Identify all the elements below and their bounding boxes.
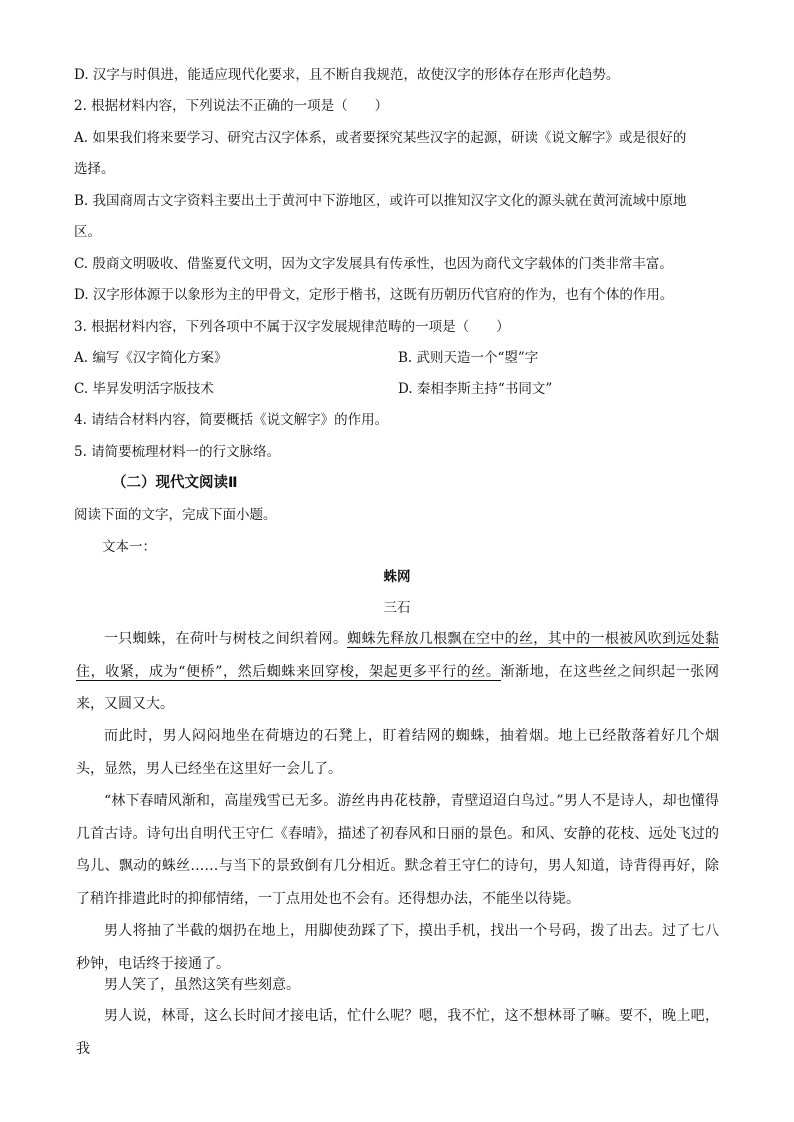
story-paragraph-4: 男人将抽了半截的烟扔在地上，用脚使劲踩了下，摸出手机，找出一个号码，拨了出去。过了七八秒钟，电话终于接通了。 bbox=[76, 923, 719, 972]
section-title: （二）现代文阅读Ⅱ bbox=[112, 475, 238, 491]
q1-option-d: D. 汉字与时俱进，能适应现代化要求，且不断自我规范，故使汉字的形体存在形声化趋势。 bbox=[74, 67, 620, 83]
q2-option-a-line2: 选择。 bbox=[74, 161, 115, 177]
q3-option-a: A. 编写《汉字简化方案》 bbox=[74, 350, 228, 366]
p1-underlined-sentence: 蜘蛛先释放几根飘在空中的丝，其中的一根被风吹到远处黏住，收紧，成为“便桥”，然后蜘蛛来回穿梭，架起更多平行的丝。 bbox=[76, 631, 720, 680]
story-paragraph-5: 男人笑了，虽然这笑有些刻意。 bbox=[104, 977, 300, 993]
q2-option-c: C. 殷商文明吸收、借鉴夏代文明，因为文字发展具有传承性，也因为商代文字载体的门类非常丰富。 bbox=[74, 256, 673, 272]
q3-option-d: D. 秦相李斯主持“书同文” bbox=[398, 381, 553, 397]
q3-options-row-2 bbox=[74, 374, 724, 404]
q5: 5. 请简要梳理材料一的行文脉络。 bbox=[74, 444, 281, 460]
q3-options-row-1 bbox=[74, 343, 724, 373]
q2-option-d: D. 汉字形体源于以象形为主的甲骨文，定形于楷书，这既有历朝历代官府的作为，也有个体的作用。 bbox=[74, 287, 674, 303]
story-title: 蛛网 bbox=[383, 569, 411, 585]
q3-option-c: C. 毕昇发明活字版技术 bbox=[74, 381, 214, 397]
text-label: 文本一： bbox=[102, 539, 156, 555]
story-paragraph-1 bbox=[76, 623, 719, 721]
q2-option-a-line1: A. 如果我们将来要学习、研究古汉字体系，或者要探究某些汉字的起源，研读《说文解字》或是很好的 bbox=[74, 130, 687, 146]
q3-stem: 3. 根据材料内容，下列各项中不属于汉字发展规律范畴的一项是（ ） bbox=[74, 319, 510, 335]
section-instruction: 阅读下面的文字，完成下面小题。 bbox=[74, 507, 277, 523]
p1-tail: 渐渐地，在这些丝之间织起一张网来，又圆又大。 bbox=[76, 663, 719, 712]
q2-option-b-line2: 区。 bbox=[74, 224, 101, 240]
p1-lead: 一只蜘蛛，在荷叶与树枝之间织着网。 bbox=[104, 631, 348, 647]
q2-option-b-line1: B. 我国商周古文字资料主要出土于黄河中下游地区，或许可以推知汉字文化的源头就在黄河流域中原地 bbox=[74, 193, 687, 209]
story-paragraph-6: 男人说，林哥，这么长时间才接电话，忙什么呢？嗯，我不忙，这不想林哥了嘛。要不，晚上吧，我 bbox=[76, 1008, 719, 1057]
q3-option-b: B. 武则天造一个“曌”字 bbox=[398, 350, 539, 366]
story-author: 三石 bbox=[383, 600, 411, 616]
q4: 4. 请结合材料内容，简要概括《说文解字》的作用。 bbox=[74, 412, 389, 428]
q2-stem: 2. 根据材料内容，下列说法不正确的一项是（ ） bbox=[74, 98, 389, 114]
story-paragraph-3: “林下春晴风渐和，高崖残雪已无多。游丝冉冉花枝静，青壁迢迢白鸟过。”男人不是诗人，却也懂得几首古诗。诗句出自明代王守仁《春晴》，描述了初春风和日丽的景色。和风、安静的花枝、远处飞过的鸟儿、飘动的蛛丝……与当下的景致倒有几分相近。默念着王守仁的诗句，男人知道，诗背得再好，除了稍许排遣此时的抑郁情绪，一丁点用处也不会有。还得想办法，不能坐以待毙。 bbox=[76, 793, 719, 907]
story-paragraph-2: 而此时，男人闷闷地坐在荷塘边的石凳上，盯着结网的蜘蛛，抽着烟。地上已经散落着好几个烟头，显然，男人已经坐在这里好一会儿了。 bbox=[76, 728, 719, 777]
